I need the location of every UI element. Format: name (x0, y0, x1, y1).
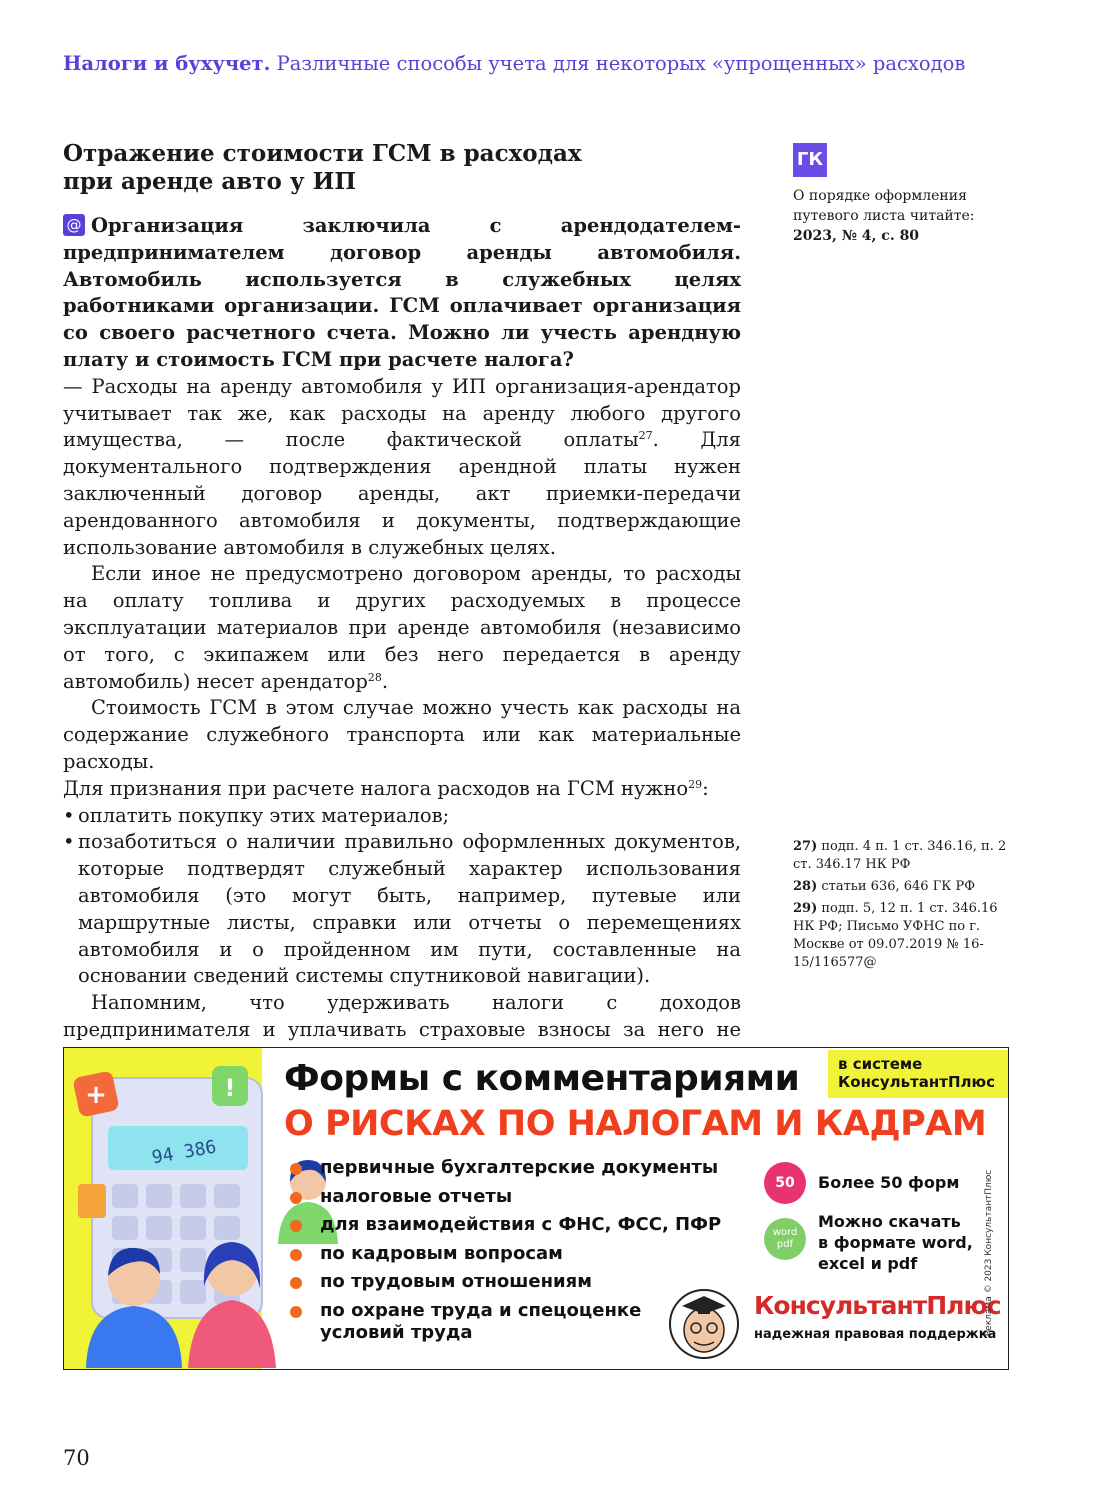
feature-line: Можно скачать (818, 1212, 961, 1231)
ad-system-badge (828, 1050, 1008, 1098)
ad-headline-red: О РИСКАХ ПО НАЛОГАМ И КАДРАМ (284, 1104, 987, 1144)
word-icon-line2: pdf (776, 1239, 794, 1250)
answer-text-cont: . Для документального подтверждения арендной платы нужен заключенный договор аренды, акт приемки-передачи арендованного автомобиля и документы, подтверждающие использование автомобиля в служебных целях. (63, 428, 741, 559)
header-section: Налоги и бухучет. (63, 52, 271, 75)
footnote-28 (793, 878, 1018, 896)
gk-logo-icon: ГК (793, 143, 827, 177)
sidebar-note (793, 186, 1013, 246)
list-item: • позаботиться о наличии правильно оформленных документов, которые подтвердят служебный характер использования автомобиля (это могут быть, например, путевые или маршрутные листы, справки или отчеты о перемещениях автомобиля и о пройденном им пути, составленные на основании сведений системы спутниковой навигации). (63, 829, 741, 990)
article-title-line1: Отражение стоимости ГСМ в расходах (63, 140, 582, 167)
list-item-line2: условий труда (320, 1321, 473, 1343)
paragraph-2 (63, 561, 741, 695)
running-header (63, 52, 965, 75)
feature-line: excel и pdf (818, 1254, 918, 1273)
footnote-ref-27[interactable]: 27 (638, 429, 653, 443)
list-item: первичные бухгалтерские документы (284, 1154, 721, 1183)
sidebar-ref-link[interactable]: 2023, № 4, с. 80 (793, 228, 920, 244)
list-item: для взаимодействия с ФНС, ФСС, ПФР (284, 1211, 721, 1240)
list-item-line1: по охране труда и спецоценке (320, 1299, 642, 1321)
question-text: Организация заключила с арендодателем-предпринимателем договор аренды автомобиля. Автомобиль используется в служебных целях работниками организации. ГСМ оплачивает организация со своего расчетного счета. Можно ли учесть арендную плату и стоимость ГСМ при расчете налога? (63, 214, 741, 371)
paragraph-3: Стоимость ГСМ в этом случае можно учесть как расходы на содержание служебного транспорта или как материальные расходы. (63, 696, 741, 773)
ad-feature-forms: Более 50 форм (818, 1173, 960, 1192)
footnotes (793, 838, 1018, 976)
brand-tagline: надежная правовая поддержка (754, 1327, 997, 1342)
list-item: по трудовым отношениям (284, 1268, 721, 1297)
list-item (284, 1297, 721, 1344)
answer-paragraph (63, 374, 741, 562)
feature-line: в формате word, (818, 1233, 973, 1252)
footnote-text: подп. 4 п. 1 ст. 346.16, п. 2 ст. 346.17 НК РФ (793, 839, 1007, 872)
ad-headline: Формы с комментариями (284, 1058, 800, 1099)
footnote-text: статьи 636, 646 ГК РФ (821, 879, 976, 894)
footnote-27 (793, 838, 1018, 874)
footnote-num: 27) (793, 839, 818, 854)
ad-badge-line1: в системе (838, 1055, 923, 1073)
footnote-text: подп. 5, 12 п. 1 ст. 346.16 НК РФ; Письмо УФНС по г. Москве от 09.07.2019 № 16-15/116577@ (793, 901, 998, 970)
footnote-29 (793, 900, 1018, 972)
professor-mascot-icon (664, 1282, 744, 1362)
word-icon-line1: word (772, 1227, 798, 1238)
svg-text:!: ! (224, 1074, 236, 1102)
footnote-ref-28[interactable]: 28 (367, 670, 382, 684)
article-title-line2: при аренде авто у ИП (63, 168, 357, 195)
ad-features-list (284, 1154, 721, 1344)
footnote-ref-29[interactable]: 29 (688, 777, 703, 791)
word-pdf-icon (764, 1218, 806, 1260)
paragraph-4 (63, 776, 741, 803)
header-subtitle: Различные способы учета для некоторых «упрощенных» расходов (276, 52, 966, 75)
at-icon: @ (63, 214, 85, 236)
p2-text: Если иное не предусмотрено договором аренды, то расходы на оплату топлива и других расходуемых в процессе эксплуатации материалов при аренде автомобиля (независимо от того, с экипажем или без него передается в аренду автомобиль) несет арендатор (63, 562, 741, 693)
ad-feature-download (818, 1211, 973, 1274)
svg-text:+: + (85, 1080, 107, 1110)
sidebar-note-text: О порядке оформления путевого листа читайте: (793, 188, 975, 224)
article-body (63, 213, 741, 1071)
calculator-display: 94 386 (150, 1136, 218, 1169)
requirements-list (63, 803, 741, 991)
page-number: 70 (63, 1446, 90, 1470)
list-item: по кадровым вопросам (284, 1240, 721, 1269)
p4-text-end: : (702, 776, 709, 800)
footnote-num: 29) (793, 901, 818, 916)
p2-text-end: . (381, 669, 389, 693)
ad-side-text (982, 1148, 996, 1358)
question (63, 213, 741, 374)
advertisement-banner[interactable] (63, 1047, 1009, 1370)
article-title (63, 140, 663, 196)
answer-text: — Расходы на аренду автомобиля у ИП организация-арендатор учитывает так же, как расходы на аренду любого другого имущества, — после фактической оплаты (63, 374, 741, 452)
ad-copyright: Реклама © 2023 КонсультантПлюс (984, 1169, 994, 1337)
p5-text: Напомним, что удерживать налоги с доходов предпринимателя и уплачивать страховые взносы за него не (63, 991, 741, 1041)
chart-card-icon (78, 1184, 106, 1218)
fifty-badge-icon: 50 (764, 1162, 806, 1204)
consultantplus-logo[interactable]: КонсультантПлюс (754, 1291, 1001, 1320)
list-item: налоговые отчеты (284, 1183, 721, 1212)
p4-text: Для признания при расчете налога расходов на ГСМ нужно (63, 776, 689, 800)
ad-badge-line2: КонсультантПлюс (838, 1073, 995, 1091)
list-item: • оплатить покупку этих материалов; (63, 803, 741, 830)
footnote-num: 28) (793, 879, 818, 894)
